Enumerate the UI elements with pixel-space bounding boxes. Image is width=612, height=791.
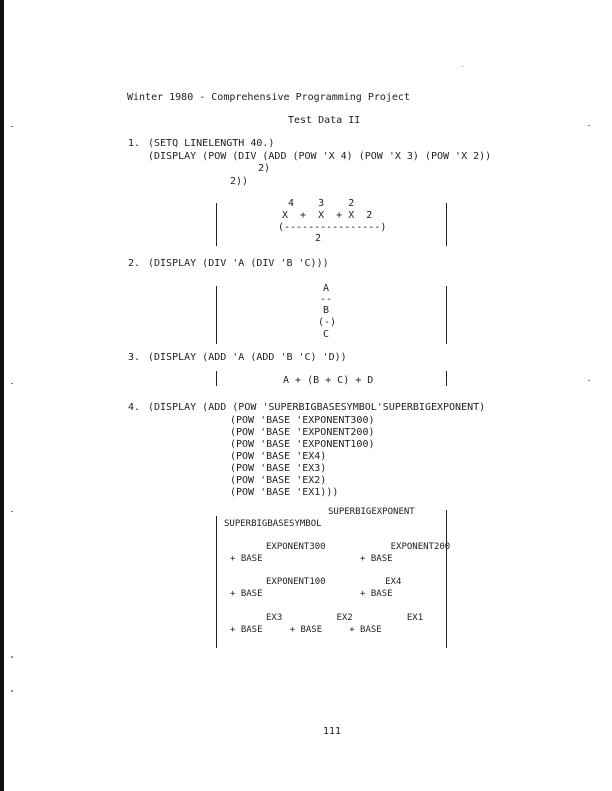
scan-speck: [462, 66, 463, 67]
scan-speck: [11, 690, 13, 692]
item-1-output-exponents: 4 3 2: [288, 198, 355, 209]
output-left-border: [216, 286, 217, 344]
item-1-number: 1.: [128, 138, 141, 149]
item-1-code-line: 2): [258, 163, 271, 174]
item-4-number: 4.: [128, 402, 141, 413]
item-4-code-line: (POW 'BASE 'EX4): [230, 451, 327, 462]
item-2-output-line: A: [323, 283, 330, 294]
item-2-output-line: B: [323, 305, 330, 316]
output-right-border: [446, 286, 447, 344]
item-2-output-line: --: [320, 294, 333, 305]
item-1-output-paren-rule: (----------------): [278, 222, 387, 233]
item-4-code-line: (POW 'BASE 'EXPONENT200): [230, 427, 375, 438]
item-4-code-line: (POW 'BASE 'EXPONENT300): [230, 415, 375, 426]
item-4-output-row-1-bases: + BASE + BASE: [230, 554, 393, 564]
item-4-output-row-2-bases: + BASE + BASE: [230, 589, 393, 599]
output-right-border: [446, 510, 447, 648]
scan-speck: [11, 383, 13, 384]
output-left-border: [216, 203, 217, 246]
item-1-code-line: 2)): [230, 176, 249, 187]
item-2-number: 2.: [128, 258, 141, 269]
output-left-border: [216, 371, 217, 386]
scan-speck: [588, 380, 590, 381]
item-2-code: (DISPLAY (DIV 'A (DIV 'B 'C))): [148, 258, 329, 269]
scan-speck: [11, 656, 13, 658]
item-2-output-line: C: [323, 329, 330, 340]
item-4-output-row-3-bases: + BASE + BASE + BASE: [230, 625, 382, 635]
item-4-output-row-3-exponents: EX3 EX2 EX1: [266, 613, 424, 623]
item-4-output-row-1-exponents: EXPONENT300 EXPONENT200: [266, 542, 451, 552]
item-4-code-line: (POW 'BASE 'EXPONENT100): [230, 439, 375, 450]
output-right-border: [446, 203, 447, 246]
output-left-border: [216, 516, 217, 648]
item-4-output-super-exponent: SUPERBIGEXPONENT: [328, 507, 415, 517]
scan-speck: [11, 511, 13, 512]
document-subtitle: Test Data II: [288, 115, 361, 126]
item-4-code-line: (POW 'BASE 'EX1))): [230, 487, 339, 498]
item-3-number: 3.: [128, 352, 141, 363]
item-1-output-bases: X + X + X 2: [282, 210, 373, 221]
item-3-code: (DISPLAY (ADD 'A (ADD 'B 'C) 'D)): [148, 352, 347, 363]
item-1-output-denominator: 2: [315, 233, 322, 244]
item-4-code-line: (POW 'BASE 'EX2): [230, 475, 327, 486]
output-right-border: [446, 371, 447, 386]
left-scan-edge: [0, 0, 4, 791]
item-4-output-super-base: SUPERBIGBASESYMBOL: [224, 519, 322, 529]
page-number: 111: [323, 726, 342, 737]
item-2-output-line: (-): [318, 317, 337, 328]
scan-speck: [588, 125, 590, 126]
item-4-output-row-2-exponents: EXPONENT100 EX4: [266, 577, 402, 587]
item-4-code-line: (DISPLAY (ADD (POW 'SUPERBIGBASESYMBOL'SUPERBIGEXPONENT): [148, 402, 486, 413]
scan-speck: [11, 126, 13, 127]
item-1-code-line: (SETQ LINELENGTH 40.): [148, 138, 275, 149]
item-3-output: A + (B + C) + D: [283, 375, 374, 386]
document-title: Winter 1980 - Comprehensive Programming Project: [127, 92, 410, 103]
item-4-code-line: (POW 'BASE 'EX3): [230, 463, 327, 474]
item-1-code-line: (DISPLAY (POW (DIV (ADD (POW 'X 4) (POW 'X 3) (POW 'X 2)): [148, 151, 492, 162]
